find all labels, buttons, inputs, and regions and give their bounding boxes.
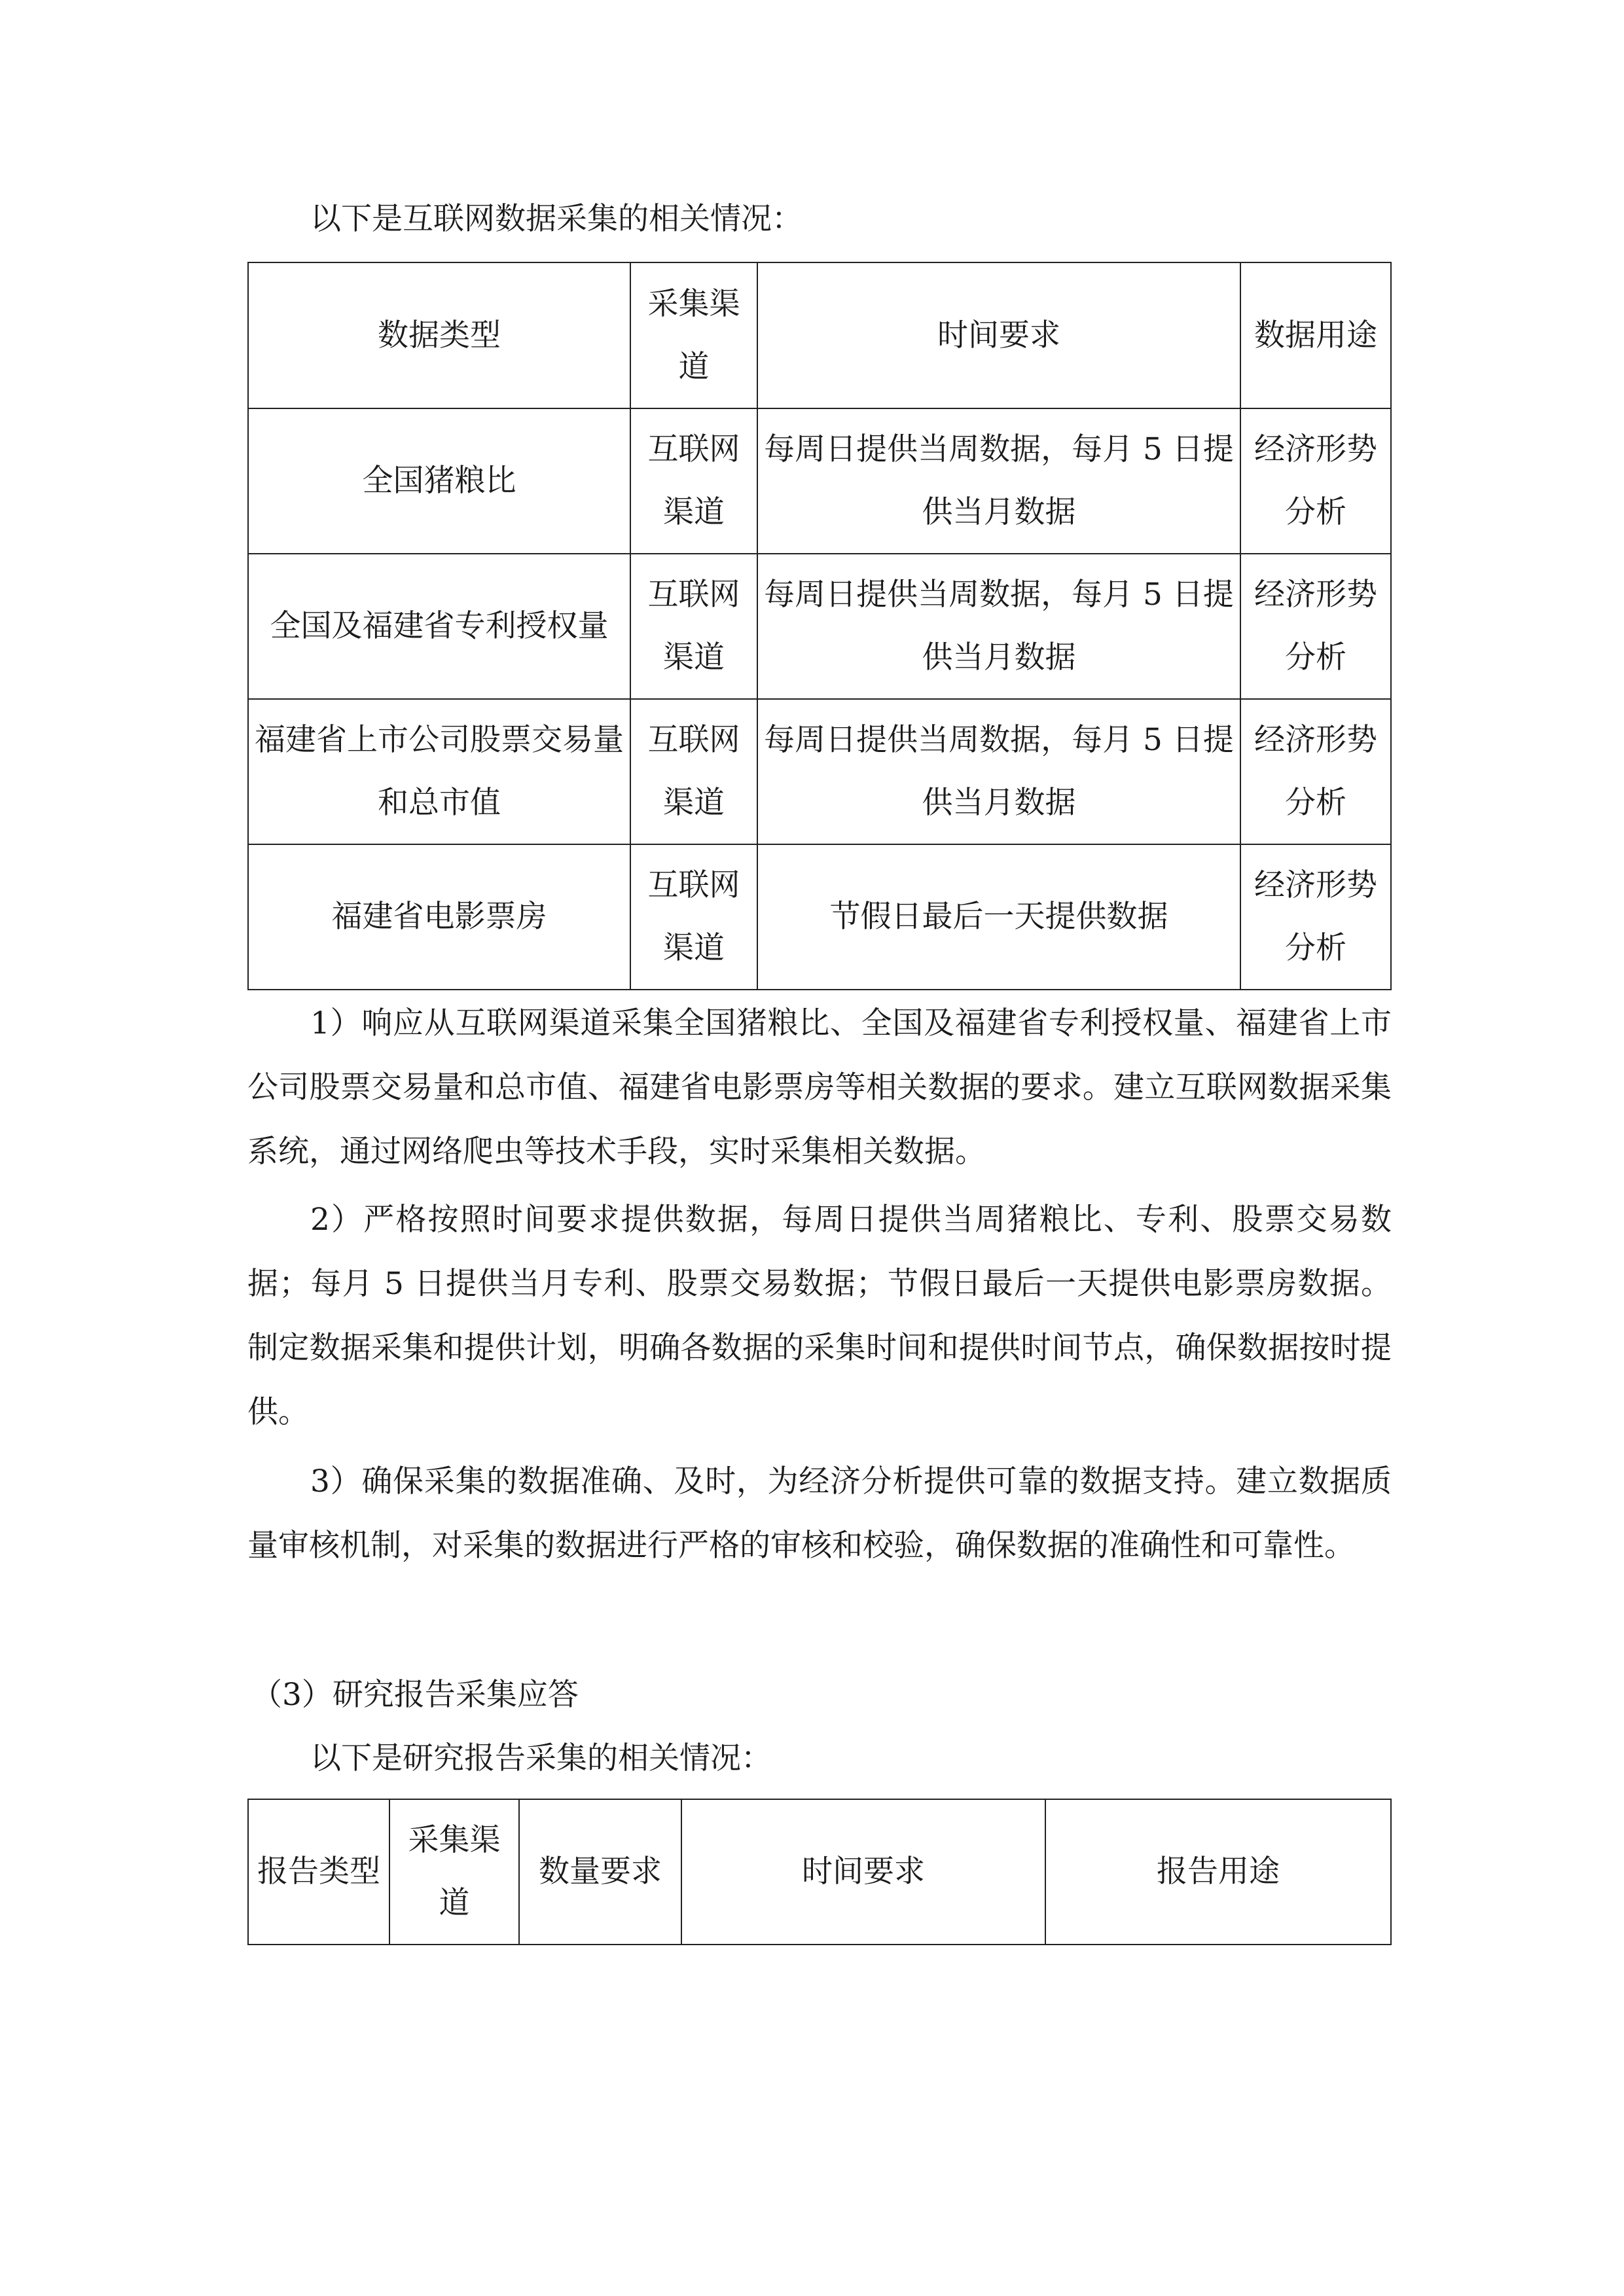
header-cell: 报告类型 <box>248 1799 389 1945</box>
header-cell: 数据类型 <box>248 262 630 408</box>
table1-intro: 以下是互联网数据采集的相关情况： <box>310 201 803 237</box>
table2-intro: 以下是研究报告采集的相关情况： <box>310 1740 772 1776</box>
table-cell: 福建省电影票房 <box>248 844 630 990</box>
table-cell: 互联网渠道 <box>630 844 757 990</box>
table-cell: 福建省上市公司股票交易量和总市值 <box>248 699 630 844</box>
table-cell: 经济形势分析 <box>1240 408 1391 554</box>
paragraph-3: 3）确保采集的数据准确、及时，为经济分析提供可靠的数据支持。建立数据质量审核机制，对采集的数据进行严格的审核和校验，确保数据的准确性和可靠性。 <box>247 1463 1392 1564</box>
table-cell: 节假日最后一天提供数据 <box>757 844 1240 990</box>
table-cell: 每周日提供当周数据，每月 5 日提供当月数据 <box>757 699 1240 844</box>
table-row <box>248 554 1391 699</box>
header-cell: 采集渠道 <box>389 1799 519 1945</box>
table-row <box>248 408 1391 554</box>
table-cell: 经济形势分析 <box>1240 844 1391 990</box>
table-cell: 全国及福建省专利授权量 <box>248 554 630 699</box>
research-report-table <box>247 1799 1392 1945</box>
header-cell: 数据用途 <box>1240 262 1391 408</box>
table-cell: 经济形势分析 <box>1240 699 1391 844</box>
table-cell: 每周日提供当周数据，每月 5 日提供当月数据 <box>757 408 1240 554</box>
header-cell: 报告用途 <box>1045 1799 1391 1945</box>
header-cell: 时间要求 <box>757 262 1240 408</box>
table-cell: 全国猪粮比 <box>248 408 630 554</box>
header-cell: 时间要求 <box>681 1799 1045 1945</box>
internet-data-table <box>247 262 1392 990</box>
paragraph-2: 2）严格按照时间要求提供数据，每周日提供当周猪粮比、专利、股票交易数据；每月 5 日提供当月专利、股票交易数据；节假日最后一天提供电影票房数据。制定数据采集和提供计划，明确各数据的采集时间和提供时间节点，确保数据按时提供。 <box>247 1202 1392 1430</box>
header-cell: 采集渠道 <box>630 262 757 408</box>
section-heading: （3）研究报告采集应答 <box>251 1677 579 1713</box>
table-row <box>248 844 1391 990</box>
header-cell: 数量要求 <box>519 1799 681 1945</box>
paragraph-1: 1）响应从互联网渠道采集全国猪粮比、全国及福建省专利授权量、福建省上市公司股票交易量和总市值、福建省电影票房等相关数据的要求。建立互联网数据采集系统，通过网络爬虫等技术手段，实时采集相关数据。 <box>247 1005 1392 1170</box>
table-row <box>248 699 1391 844</box>
table-cell: 互联网渠道 <box>630 408 757 554</box>
table-cell: 经济形势分析 <box>1240 554 1391 699</box>
table-cell: 每周日提供当周数据，每月 5 日提供当月数据 <box>757 554 1240 699</box>
table-cell: 互联网渠道 <box>630 554 757 699</box>
table-header-row <box>248 262 1391 408</box>
table-cell: 互联网渠道 <box>630 699 757 844</box>
table-header-row <box>248 1799 1391 1945</box>
